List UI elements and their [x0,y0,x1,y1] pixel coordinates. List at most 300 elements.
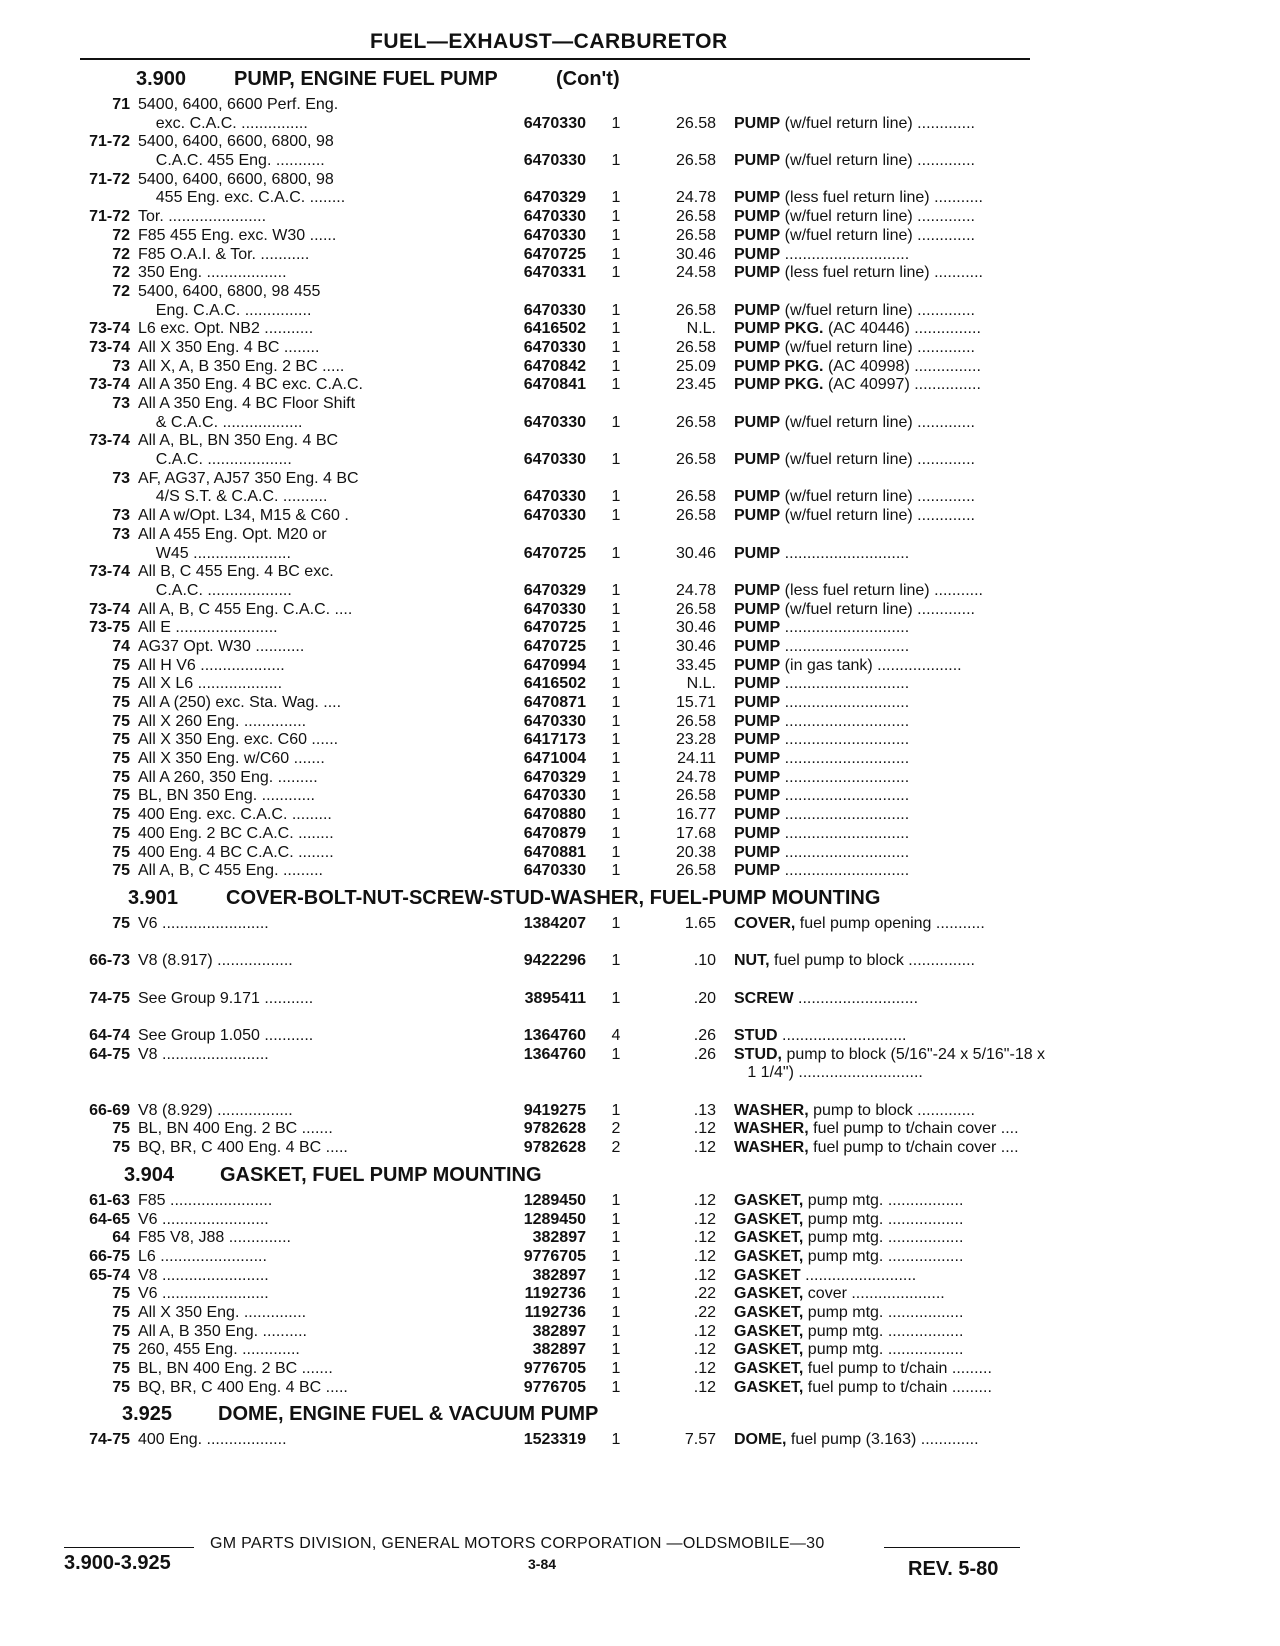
description [734,1248,1104,1267]
description-keyword: PUMP [734,152,781,170]
part-number: 6416502 [523,675,586,693]
application: BL, BN 400 Eng. 2 BC ....... [138,1360,333,1377]
description [734,1046,1104,1065]
quantity: 1 [611,862,621,880]
description-detail: ............................ [780,544,910,562]
description [734,264,1104,283]
part-number: 6470330 [523,114,586,132]
price: 20.38 [675,843,716,861]
description-keyword: PUMP [734,675,781,693]
description-detail: pump mtg. ................. [803,1191,964,1209]
description-keyword: PUMP PKG. [734,320,824,338]
application: AF, AG37, AJ57 350 Eng. 4 BC [138,469,359,487]
part-number: 1289450 [523,1210,586,1228]
description [734,1064,1104,1083]
model-year: 73-74 [89,338,130,356]
model-year: 66-75 [89,1247,130,1265]
description-detail: (less fuel return line) ........... [780,581,983,599]
parts-row [76,582,1036,601]
description [734,208,1104,227]
section-header [76,883,1036,915]
parts-row [76,1064,1036,1083]
description-keyword: PUMP [734,301,781,319]
parts-row [76,302,1036,321]
quantity: 1 [611,989,621,1007]
description-detail: fuel pump to t/chain cover .... [808,1139,1019,1157]
price: 26.58 [675,208,716,226]
parts-row [76,152,1036,171]
description-detail: ............................ [780,731,910,749]
price: .12 [693,1210,716,1228]
description-keyword: GASKET, [734,1229,804,1247]
application: All X 350 Eng. w/C60 ....... [138,750,325,768]
quantity: 1 [611,376,621,394]
model-year: 75 [112,862,130,880]
model-year: 73-74 [89,600,130,618]
description-detail: ............................ [780,750,910,768]
quantity: 1 [611,1285,621,1303]
part-number: 6470330 [523,226,586,244]
parts-row [76,1267,1036,1286]
application: L6 ........................ [138,1247,267,1265]
application: V8 (8.917) ................. [138,952,293,970]
description [734,358,1104,377]
description-detail: ............................ [780,245,910,263]
description-detail: (w/fuel return line) ............. [780,226,975,244]
application: 260, 455 Eng. ............. [138,1341,300,1359]
catalog-content [76,64,1046,1452]
price: 33.45 [675,656,716,674]
model-year: 75 [112,731,130,749]
section-header [76,64,1036,96]
parts-row [76,339,1036,358]
price: .12 [693,1139,716,1157]
description-keyword: PUMP [734,226,781,244]
section-number: 3.904 [124,1163,175,1186]
application: All A 350 Eng. 4 BC Floor Shift [138,395,356,412]
model-year: 75 [112,1360,130,1377]
part-number: 6470725 [523,245,586,263]
quantity: 1 [611,245,621,263]
footer-rule-left [64,1547,194,1548]
application: 5400, 6400, 6800, 98 455 [138,282,321,300]
quantity: 1 [611,1210,621,1228]
application: C.A.C. ................... [138,581,292,599]
price: 30.46 [675,637,716,655]
quantity: 1 [611,750,621,768]
section-header [76,1160,1036,1192]
parts-row [76,713,1036,732]
application: All A 350 Eng. 4 BC exc. C.A.C. [138,376,363,394]
quantity: 1 [611,1303,621,1321]
application: C.A.C. ................... [138,451,292,469]
parts-row [76,619,1036,638]
application: 400 Eng. exc. C.A.C. ......... [138,806,332,824]
description-keyword: PUMP [734,806,781,824]
parts-row [76,1027,1036,1046]
description-keyword: PUMP [734,787,781,805]
description-keyword: PUMP [734,451,781,469]
application: V6 ........................ [138,1285,269,1303]
description-keyword: PUMP PKG. [734,376,824,394]
price: N.L. [686,320,716,338]
application: & C.A.C. .................. [138,413,303,431]
price: 24.78 [675,768,716,786]
quantity: 1 [611,1378,621,1396]
part-number: 6470725 [523,544,586,562]
description-detail: ........................... [793,989,919,1007]
section-number: 3.925 [122,1403,173,1426]
description-keyword: WASHER, [734,1120,809,1138]
part-number: 6470330 [523,208,586,226]
part-number: 6470329 [523,768,586,786]
footer-group-range: 3.900-3.925 [64,1552,171,1574]
parts-row [76,638,1036,657]
description-keyword: PUMP [734,208,781,226]
description-detail: ............................ [780,843,910,861]
footer-publisher: GM PARTS DIVISION, GENERAL MOTORS CORPORATION —OLDSMOBILE—30 [210,1535,825,1552]
description-keyword: PUMP [734,544,781,562]
parts-row [76,451,1036,470]
parts-row [76,1431,1036,1450]
description [734,1304,1104,1323]
model-year: 72 [112,245,130,263]
section-number: 3.900 [136,68,187,90]
quantity: 1 [611,824,621,842]
description-keyword: GASKET, [734,1247,804,1265]
part-number: 6471004 [523,750,586,768]
parts-row [76,657,1036,676]
description-keyword: GASKET, [734,1341,804,1359]
quantity: 1 [611,731,621,749]
application: All A, B, C 455 Eng. C.A.C. .... [138,600,353,618]
quantity: 1 [611,600,621,618]
parts-row [76,563,1036,582]
application: All A, B 350 Eng. .......... [138,1322,307,1340]
parts-row [76,376,1036,395]
parts-row [76,96,1036,115]
section-title: DOME, ENGINE FUEL & VACUUM PUMP [218,1403,599,1426]
description-detail: cover ..................... [803,1285,945,1303]
part-number: 6470330 [523,488,586,506]
description-detail: ............................ [780,806,910,824]
price: .22 [693,1303,716,1321]
model-year: 75 [112,1120,130,1138]
model-year: 75 [112,675,130,693]
description-detail: (AC 40446) ............... [823,320,981,338]
quantity: 1 [611,507,621,525]
application: F85 ....................... [138,1191,273,1209]
section-number: 3.901 [128,886,179,909]
description [734,1323,1104,1342]
part-number: 1192736 [524,1303,586,1321]
description-detail: pump mtg. ................. [803,1210,964,1228]
description [734,227,1104,246]
description-keyword: PUMP [734,413,781,431]
model-year: 72 [112,264,130,282]
part-number: 6470330 [523,862,586,880]
description [734,862,1104,881]
quantity: 1 [611,357,621,375]
part-number: 1289450 [523,1191,586,1209]
section-title: GASKET, FUEL PUMP MOUNTING [220,1163,542,1186]
footer-rule-right [884,1547,1020,1548]
description-detail: ......................... [800,1266,917,1284]
parts-row [76,1102,1036,1121]
page-header-title: FUEL—EXHAUST—CARBURETOR [370,30,728,53]
description-detail: (less fuel return line) ........... [780,264,983,282]
quantity: 1 [611,544,621,562]
model-year: 75 [112,712,130,730]
description-detail: pump mtg. ................. [803,1322,964,1340]
description [734,1027,1104,1046]
model-year: 72 [112,282,130,300]
model-year: 73-75 [89,619,130,637]
description [734,601,1104,620]
parts-row [76,1341,1036,1360]
application: All X, A, B 350 Eng. 2 BC ..... [138,357,345,375]
application: C.A.C. 455 Eng. ........... [138,152,325,170]
parts-row [76,1045,1046,1065]
parts-row [76,246,1036,265]
quantity: 1 [611,1431,621,1449]
application: All H V6 ................... [138,656,285,674]
description [734,376,1104,395]
description-detail: (w/fuel return line) ............. [780,208,975,226]
description-detail: (w/fuel return line) ............. [780,507,975,525]
part-number: 6470331 [523,264,586,282]
model-year: 75 [112,914,130,932]
part-number: 6470841 [523,376,586,394]
description-keyword: GASKET, [734,1285,804,1303]
price: 30.46 [675,245,716,263]
description-keyword: PUMP [734,619,781,637]
quantity: 1 [611,694,621,711]
price: 26.58 [675,114,716,132]
price: 26.58 [675,507,716,525]
description [734,1229,1104,1248]
parts-row [76,952,1036,971]
description-detail: ............................ [780,787,910,805]
description-detail: ............................ [780,768,910,786]
description [734,302,1104,321]
parts-row [76,1008,1036,1027]
description-detail: pump to block (5/16"-24 x 5/16"-18 x [782,1045,1046,1063]
parts-row [76,806,1036,825]
price: 17.68 [675,824,716,842]
part-number: 382897 [532,1266,586,1284]
parts-row [76,115,1036,134]
description [734,582,1104,601]
description-keyword: STUD [734,1027,778,1044]
application: W45 ...................... [138,544,291,562]
description [734,844,1104,863]
part-number: 6470330 [523,507,586,525]
description-keyword: WASHER, [734,1139,809,1157]
parts-row [76,283,1036,302]
description-keyword: GASKET, [734,1191,804,1209]
description-detail: (w/fuel return line) ............. [780,451,975,469]
model-year: 73 [112,469,130,487]
description-detail: (less fuel return line) ........... [780,189,983,207]
model-year: 61-63 [89,1191,130,1209]
part-number: 6470330 [523,451,586,469]
part-number: 1364760 [523,1045,586,1063]
part-number: 1384207 [523,914,586,932]
parts-row [76,320,1036,339]
description-detail: (w/fuel return line) ............. [780,488,975,506]
footer-page-number: 3-84 [528,1556,557,1572]
price: 15.71 [675,694,716,711]
application: All A 260, 350 Eng. ......... [138,768,318,786]
model-year: 65-74 [89,1266,130,1284]
model-year: 71-72 [89,133,130,151]
quantity: 1 [611,1322,621,1340]
model-year: 75 [112,843,130,861]
price: 26.58 [675,712,716,730]
price: 24.58 [675,264,716,282]
quantity: 1 [611,843,621,861]
description [734,675,1104,694]
description-keyword: PUMP [734,637,781,655]
application: All A 455 Eng. Opt. M20 or [138,525,327,543]
part-number: 6416502 [523,320,586,338]
parts-row [76,1083,1036,1102]
description-keyword: COVER, [734,914,796,932]
model-year: 71-72 [89,170,130,188]
quantity: 1 [611,1191,621,1209]
price: 26.58 [675,787,716,805]
model-year: 75 [112,787,130,805]
model-year: 75 [112,1341,130,1359]
price: .12 [693,1341,716,1359]
parts-row [76,769,1036,788]
parts-row [76,601,1036,620]
description [734,189,1104,208]
model-year: 75 [112,1303,130,1321]
price: 7.57 [684,1431,716,1449]
application: V8 ........................ [138,1045,269,1063]
price: .26 [693,1027,716,1044]
parts-row [76,1323,1036,1342]
parts-row [76,133,1036,152]
model-year: 74 [112,637,130,655]
price: 23.45 [675,376,716,394]
price: 23.28 [675,731,716,749]
quantity: 1 [611,320,621,338]
description-keyword: PUMP [734,731,781,749]
application: BL, BN 400 Eng. 2 BC ....... [138,1120,333,1138]
parts-row [76,971,1036,990]
part-number: 1192736 [524,1285,586,1303]
quantity: 1 [611,1229,621,1247]
parts-row [76,675,1036,694]
price: 30.46 [675,619,716,637]
parts-row [76,787,1036,806]
price: .20 [693,989,716,1007]
part-number: 382897 [532,1322,586,1340]
quantity: 1 [611,787,621,805]
price: 26.58 [675,152,716,170]
application: F85 O.A.I. & Tor. ........... [138,245,310,263]
description-detail: (AC 40998) ............... [823,357,981,375]
description [734,1102,1104,1121]
application: exc. C.A.C. ............... [138,114,308,132]
description-keyword: GASKET, [734,1322,804,1340]
model-year: 73-74 [89,432,130,450]
description [734,787,1104,806]
part-number: 9419275 [523,1101,586,1119]
description [734,507,1104,526]
model-year: 71-72 [89,208,130,226]
price: 26.58 [675,488,716,506]
description-keyword: DOME, [734,1431,787,1449]
description-keyword: NUT, [734,952,770,970]
part-number: 6470330 [523,787,586,805]
description-keyword: PUMP [734,581,781,599]
description-detail: ............................ [780,712,910,730]
model-year: 75 [112,694,130,711]
quantity: 1 [611,1045,621,1063]
section-title: COVER-BOLT-NUT-SCREW-STUD-WASHER, FUEL-PUMP MOUNTING [226,886,881,909]
application: AG37 Opt. W30 ........... [138,637,305,655]
parts-row [76,488,1036,507]
parts-row [76,862,1036,881]
description [734,806,1104,825]
description-keyword: PUMP PKG. [734,357,824,375]
quantity: 1 [611,301,621,319]
application: V8 ........................ [138,1266,269,1284]
quantity: 1 [611,1266,621,1284]
quantity: 1 [611,914,621,932]
description-detail: pump mtg. ................. [803,1341,964,1359]
price: .12 [693,1360,716,1377]
description [734,246,1104,265]
application: All X 350 Eng. 4 BC ........ [138,338,320,356]
application: All X 260 Eng. .............. [138,712,307,730]
part-number: 6470330 [523,338,586,356]
part-number: 3895411 [524,989,586,1007]
description-detail: (w/fuel return line) ............. [780,152,975,170]
description-keyword: PUMP [734,768,781,786]
description-keyword: PUMP [734,114,781,132]
description-detail: (in gas tank) ................... [780,656,962,674]
price: .12 [693,1378,716,1396]
model-year: 75 [112,750,130,768]
description-keyword: PUMP [734,843,781,861]
model-year: 66-69 [89,1101,130,1119]
price: 25.09 [675,357,716,375]
application: See Group 9.171 ........... [138,989,314,1007]
part-number: 6470330 [523,712,586,730]
description-detail: pump mtg. ................. [803,1229,964,1247]
model-year: 73-74 [89,563,130,581]
model-year: 73 [112,525,130,543]
description-keyword: PUMP [734,245,781,263]
model-year: 75 [112,1378,130,1396]
model-year: 72 [112,226,130,244]
quantity: 1 [611,208,621,226]
quantity: 1 [611,1360,621,1377]
part-number: 6470329 [523,189,586,207]
parts-row [76,694,1036,713]
part-number: 9782628 [523,1120,586,1138]
application: 400 Eng. 2 BC C.A.C. ........ [138,824,334,842]
part-number: 6470994 [523,656,586,674]
description [734,619,1104,638]
quantity: 1 [611,114,621,132]
description [734,825,1104,844]
